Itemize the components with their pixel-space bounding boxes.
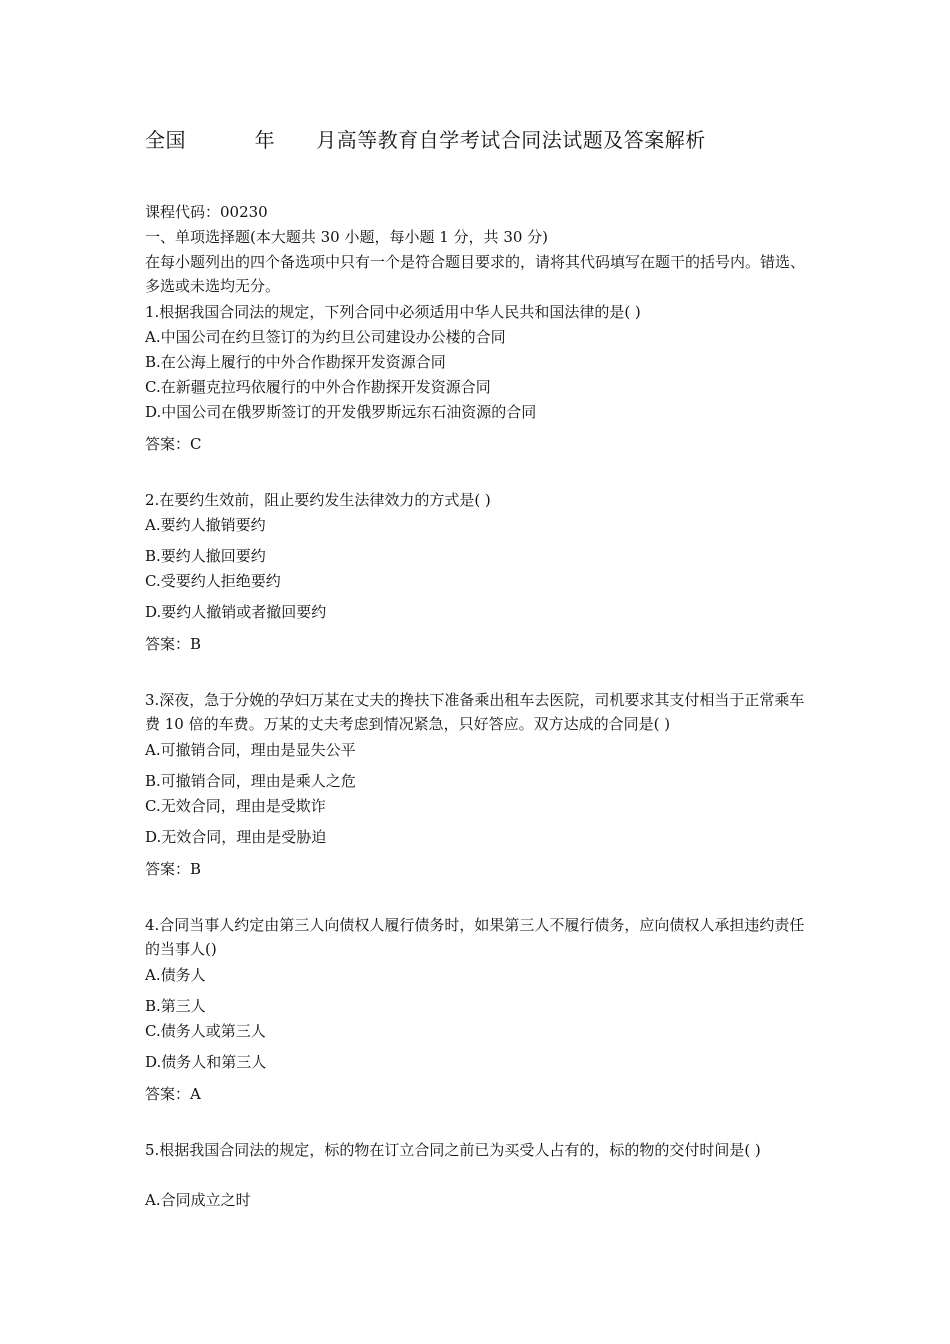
question-2-option-d: D.要约人撤销或者撤回要约 [145,603,327,621]
course-code: 课程代码：00230 [145,203,268,221]
title-part-3: 月高等教育自学考试合同法试题及答案解析 [316,128,706,152]
question-1-option-b: B.在公海上履行的中外合作勘探开发资源合同 [145,353,446,371]
question-1-option-a: A.中国公司在约旦签订的为约旦公司建设办公楼的合同 [145,328,506,346]
title-part-1: 全国 [145,128,186,152]
question-4-answer: 答案：A [145,1085,201,1103]
question-2-option-a: A.要约人撤销要约 [145,516,266,534]
title-part-2: 年 [254,128,276,152]
question-5-stem: 5.根据我国合同法的规定，标的物在订立合同之前已为买受人占有的，标的物的交付时间是( ) [145,1141,761,1159]
question-3-answer: 答案：B [145,860,202,878]
document-title [145,124,706,153]
question-2-stem: 2.在要约生效前，阻止要约发生法律效力的方式是( ) [145,491,491,509]
question-3-option-a: A.可撤销合同，理由是显失公平 [145,741,356,759]
question-4-option-d: D.债务人和第三人 [145,1053,267,1071]
question-4-stem: 4.合同当事人约定由第三人向债权人履行债务时，如果第三人不履行债务，应向债权人承担违约责任的当事人() [145,916,805,958]
question-4-option-c: C.债务人或第三人 [145,1022,266,1040]
question-1-option-d: D.中国公司在俄罗斯签订的开发俄罗斯远东石油资源的合同 [145,403,537,421]
question-1-answer: 答案：C [145,435,202,453]
question-4-option-a: A.债务人 [145,966,206,984]
question-1-option-c: C.在新疆克拉玛依履行的中外合作勘探开发资源合同 [145,378,491,396]
question-2-answer: 答案：B [145,635,202,653]
question-1-stem: 1.根据我国合同法的规定，下列合同中必须适用中华人民共和国法律的是( ) [145,303,641,321]
question-3-option-b: B.可撤销合同，理由是乘人之危 [145,772,356,790]
question-4-option-b: B.第三人 [145,997,206,1015]
instructions: 在每小题列出的四个备选项中只有一个是符合题目要求的，请将其代码填写在题干的括号内。错选、多选或未选均无分。 [145,253,806,295]
question-3-stem: 3.深夜，急于分娩的孕妇万某在丈夫的搀扶下准备乘出租车去医院，司机要求其支付相当于正常乘车费 10 倍的车费。万某的丈夫考虑到情况紧急，只好答应。双方达成的合同是( ) [145,691,805,733]
question-2-option-c: C.受要约人拒绝要约 [145,572,281,590]
question-3-option-d: D.无效合同，理由是受胁迫 [145,828,327,846]
section-heading: 一、单项选择题(本大题共 30 小题，每小题 1 分，共 30 分) [145,228,549,246]
question-3-option-c: C.无效合同，理由是受欺诈 [145,797,326,815]
question-2-option-b: B.要约人撤回要约 [145,547,266,565]
question-5-option-a: A.合同成立之时 [145,1191,251,1209]
